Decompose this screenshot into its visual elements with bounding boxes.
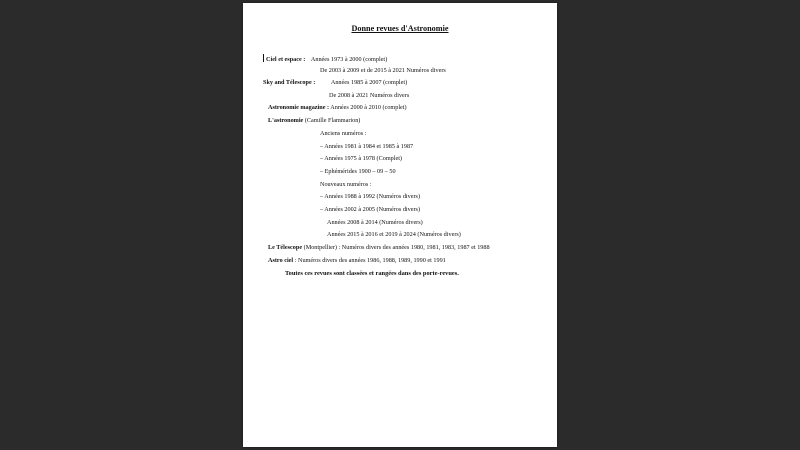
page-title: Donne revues d'Astronomie <box>351 24 449 33</box>
le-telescope-line <box>268 244 490 252</box>
nouveaux-item: Années 2008 à 2014 (Numéros divers) <box>327 219 423 226</box>
lastronomie-note: (Camille Flammarion) <box>304 117 361 124</box>
closing-statement: Toutes ces revues sont classées et rangées dans des porte-revues. <box>285 270 459 277</box>
lastronomie-line <box>268 117 360 125</box>
le-telescope-note: (Montpellier) : Numéros divers des années 1980, 1981, 1983, 1987 et 1988 <box>303 244 490 251</box>
lastronomie-label: L'astronomie <box>268 117 304 124</box>
ciel-espace-years: Années 1973 à 2000 (complet) <box>310 56 388 63</box>
ciel-espace-label: Ciel et espace : <box>266 56 306 63</box>
anciens-item: – Années 1981 à 1984 et 1985 à 1987 <box>320 143 414 150</box>
astronomie-magazine-label: Astronomie magazine : <box>268 104 330 111</box>
astro-ciel-label: Astro ciel <box>268 257 294 264</box>
sky-telescope-years: Années 1985 à 2007 (complet) <box>330 79 408 86</box>
sky-telescope-divers: De 2008 à 2021 Numéros divers <box>329 92 410 99</box>
text-cursor <box>263 54 264 62</box>
ciel-espace-divers: De 2003 à 2009 et de 2015 à 2021 Numéros divers <box>320 67 446 74</box>
ciel-espace-line <box>263 54 387 64</box>
astronomie-magazine-line <box>268 104 407 112</box>
nouveaux-item: – Années 1988 à 1992 (Numéros divers) <box>320 193 421 200</box>
astro-ciel-line <box>268 257 446 265</box>
anciens-heading: Anciens numéros : <box>320 130 367 137</box>
sky-telescope-line <box>263 79 407 87</box>
astro-ciel-text: : Numéros divers des années 1986, 1988, 1989, 1990 et 1991 <box>294 257 446 264</box>
nouveaux-item: Années 2015 à 2016 et 2019 à 2024 (Numéros divers) <box>327 231 461 238</box>
document-page <box>243 3 557 447</box>
astronomie-magazine-years: Années 2000 à 2010 (complet) <box>330 104 407 111</box>
anciens-item: – Années 1975 à 1978 (Complet) <box>320 155 402 162</box>
nouveaux-heading: Nouveaux numéros : <box>320 181 372 188</box>
anciens-item: – Ephémérides 1900 – 09 – 50 <box>320 168 396 175</box>
le-telescope-label: Le Télescope <box>268 244 303 251</box>
nouveaux-item: – Années 2002 à 2005 (Numéros divers) <box>320 206 421 213</box>
sky-telescope-label: Sky and Télescope : <box>263 79 316 86</box>
